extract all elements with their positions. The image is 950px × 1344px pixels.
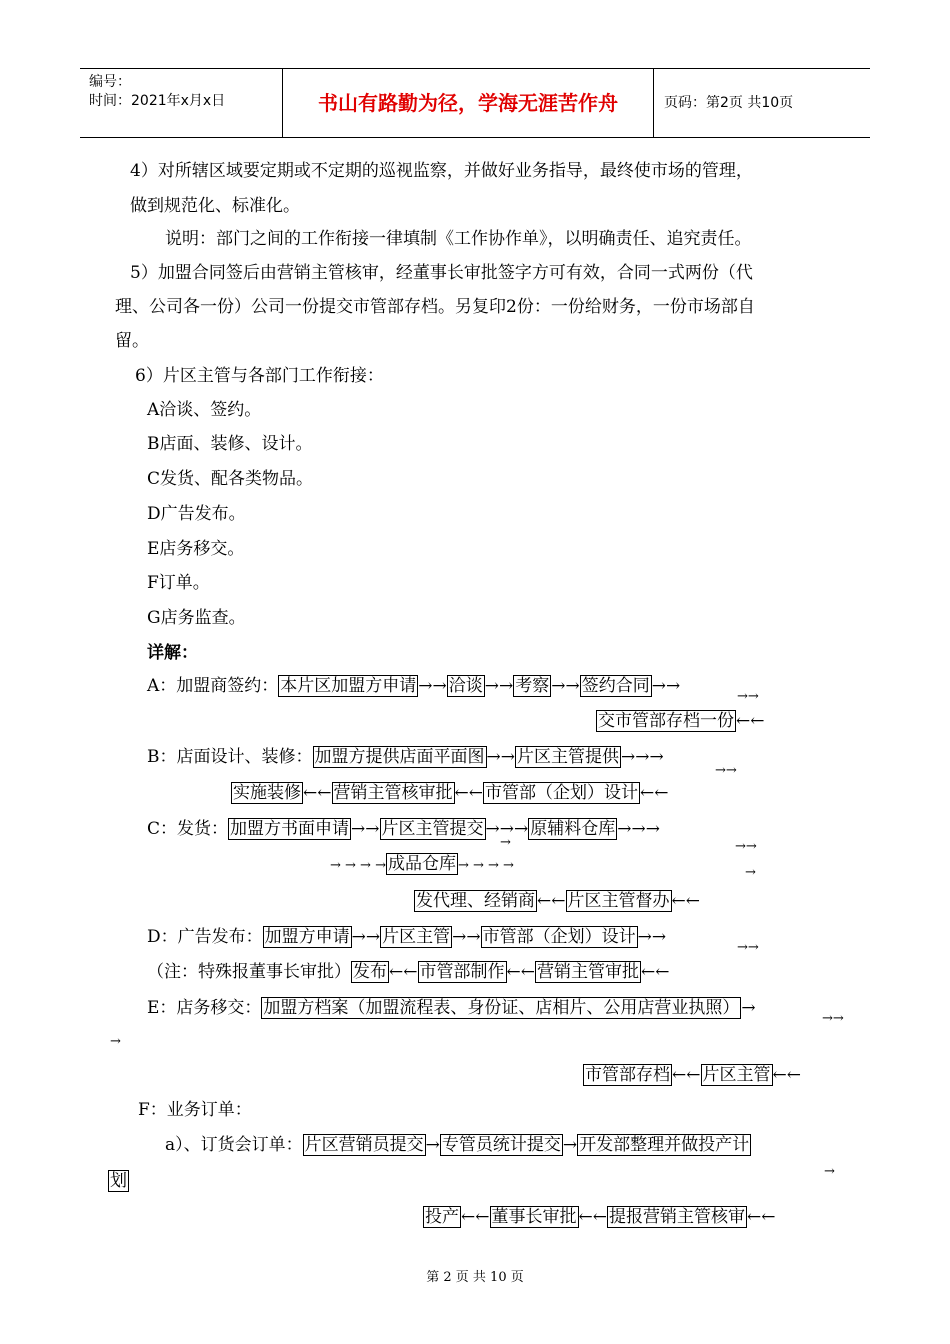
arrow-right: →→ — [715, 763, 737, 778]
flow-c-row3 — [414, 890, 700, 912]
page-footer: 第 2 页 共 10 页 — [426, 1270, 524, 1285]
arrow-right: →→ — [351, 819, 380, 839]
flow-box: 营销主管审批 — [537, 962, 639, 982]
date-label: 时间：2021年x月x日 — [89, 93, 226, 109]
number-label: 编号： — [89, 74, 131, 90]
list-item: E店务移交。 — [147, 539, 245, 559]
flow-a-row1 — [147, 675, 680, 697]
flow-box: 投产 — [425, 1207, 459, 1227]
arrow-right: → — [110, 1034, 121, 1049]
arrow-left: ←← — [537, 891, 566, 911]
arrow-left: ←← — [640, 783, 669, 803]
arrow-right: →→ — [452, 927, 481, 947]
flow-c-row1 — [147, 818, 660, 840]
flow-box: 片区主管提供 — [517, 747, 619, 767]
arrow-left: ←← — [747, 1207, 776, 1227]
flow-b-row2 — [231, 782, 669, 804]
flow-box: 发代理、经销商 — [416, 891, 535, 911]
flow-box: 加盟方档案（加盟流程表、身份证、店相片、公用店营业执照） — [263, 998, 740, 1018]
arrow-right: →→ — [637, 927, 667, 947]
arrow-left: ←← — [736, 711, 765, 731]
header-meta — [80, 69, 283, 137]
paragraph-5-line2: 理、公司各一份）公司一份提交市管部存档。另复印2份：一份给财务，一份市场部自 — [115, 297, 755, 317]
flow-box: 原辅料仓库 — [530, 819, 616, 839]
arrow-left: ←← — [578, 1207, 607, 1227]
arrow-right: → — [745, 865, 756, 880]
arrow-left: ←← — [641, 962, 670, 982]
arrow-right: →→ — [551, 676, 580, 696]
flow-box: 片区主管 — [382, 927, 451, 947]
flow-e-row2 — [583, 1064, 801, 1086]
arrow-right: → — [500, 835, 511, 850]
arrow-left: ←← — [389, 962, 418, 982]
flow-f-row1-wrap — [108, 1170, 129, 1192]
flow-e-label: E：店务移交： — [147, 998, 262, 1018]
flow-box: 董事长审批 — [491, 1207, 577, 1227]
flow-d-note: （注：特殊报董事长审批） — [147, 962, 351, 982]
page-number-label: 页码：第2页 共10页 — [664, 95, 794, 111]
flow-box: 加盟方书面申请 — [230, 819, 350, 839]
list-item: F订单。 — [147, 573, 210, 593]
arrow-right: →→ — [735, 839, 757, 854]
flow-f-row2 — [423, 1206, 776, 1228]
flow-box: 营销主管核审批 — [333, 783, 453, 803]
flow-box: 考察 — [515, 676, 550, 696]
flow-box: 市管部（企划）设计 — [482, 927, 636, 947]
arrow-right: →→ — [418, 676, 447, 696]
arrow-right: → — [562, 1135, 578, 1155]
flow-box: 签约合同 — [581, 676, 650, 696]
arrow-right: →→ — [737, 689, 759, 704]
paragraph-6: 6）片区主管与各部门工作衔接： — [135, 366, 384, 386]
flow-box: 开发部整理并做投产计 — [579, 1135, 750, 1155]
arrow-right: →→→ — [617, 819, 660, 839]
arrow-left: ←← — [672, 1065, 701, 1085]
detail-title: 详解： — [147, 643, 198, 663]
flow-c-row2 — [330, 853, 514, 877]
flow-box: 市管部存档 — [585, 1065, 670, 1085]
flow-box: 洽谈 — [448, 676, 483, 696]
arrow-right: → — [741, 998, 756, 1018]
flow-f-sub: a）、订货会订单： — [165, 1135, 303, 1155]
arrow-left: ←← — [461, 1207, 490, 1227]
arrow-right: → — [425, 1135, 440, 1155]
flow-c-label: C：发货： — [147, 819, 229, 839]
arrow-left: ←← — [454, 783, 483, 803]
note-paragraph: 说明：部门之间的工作衔接一律填制《工作协作单》，以明确责任、追究责任。 — [165, 229, 752, 249]
arrow-right: →→ — [351, 927, 381, 947]
flow-d-label: D：广告发布： — [147, 927, 263, 947]
flow-box: 片区主管督办 — [567, 891, 670, 911]
flow-box: 市管部制作 — [419, 962, 505, 982]
flow-box: 片区主管 — [702, 1065, 771, 1085]
arrow-right: →→ — [486, 747, 515, 767]
arrow-left: ←← — [506, 962, 535, 982]
flow-e-row1 — [147, 997, 756, 1019]
arrow-right: → → → → — [330, 858, 386, 873]
flow-f-label: F：业务订单： — [138, 1100, 252, 1120]
arrow-left: ←← — [671, 891, 700, 911]
arrow-right: →→ — [651, 676, 681, 696]
flow-a-label: A：加盟商签约： — [147, 676, 279, 696]
arrow-right: →→ — [484, 676, 514, 696]
flow-box: 专管员统计提交 — [441, 1135, 561, 1155]
paragraph-5-line1: 5）加盟合同签后由营销主管核审，经董事长审批签字方可有效，合同一式两份（代 — [130, 263, 753, 283]
flow-f-row1 — [165, 1134, 751, 1156]
flow-b-label: B：店面设计、装修： — [147, 747, 313, 767]
page-header — [80, 68, 870, 138]
header-motto: 书山有路勤为径，学海无涯苦作舟 — [283, 69, 654, 137]
list-item: B店面、装修、设计。 — [147, 434, 313, 454]
flow-box: 成品仓库 — [387, 854, 456, 874]
list-item: A洽谈、签约。 — [147, 400, 262, 420]
flow-box: 提报营销主管核审 — [609, 1207, 745, 1227]
paragraph-5-line3: 留。 — [115, 331, 149, 351]
arrow-right: →→→ — [485, 819, 529, 839]
flow-box: 划 — [110, 1171, 127, 1191]
paragraph-4-line2: 做到规范化、标准化。 — [130, 196, 300, 216]
list-item: C发货、配各类物品。 — [147, 469, 314, 489]
flow-box: 加盟方申请 — [264, 927, 350, 947]
arrow-right: →→ — [737, 940, 759, 955]
flow-box: 加盟方提供店面平面图 — [314, 747, 485, 767]
arrow-left: ←← — [772, 1065, 801, 1085]
arrow-right: →→→ — [621, 747, 664, 767]
arrow-right: → — [824, 1164, 835, 1179]
flow-box: 片区营销员提交 — [304, 1135, 424, 1155]
flow-d-row2 — [147, 961, 670, 983]
list-item: D广告发布。 — [147, 504, 246, 524]
paragraph-4-line1: 4）对所辖区域要定期或不定期的巡视监察，并做好业务指导，最终使市场的管理， — [130, 161, 753, 181]
flow-box: 片区主管提交 — [381, 819, 484, 839]
list-item: G店务监查。 — [147, 608, 246, 628]
flow-box: 发布 — [353, 962, 387, 982]
arrow-right: →→ — [822, 1011, 844, 1026]
flow-a-row2 — [596, 710, 765, 732]
flow-box: 本片区加盟方申请 — [280, 676, 417, 696]
flow-b-row1 — [147, 746, 664, 768]
arrow-left: ←← — [303, 783, 332, 803]
flow-box: 市管部（企划）设计 — [485, 783, 638, 803]
arrow-right: → → → → — [457, 858, 514, 873]
flow-d-row1 — [147, 926, 666, 948]
flow-box: 实施装修 — [233, 783, 301, 803]
flow-box: 交市管部存档一份 — [598, 711, 734, 731]
